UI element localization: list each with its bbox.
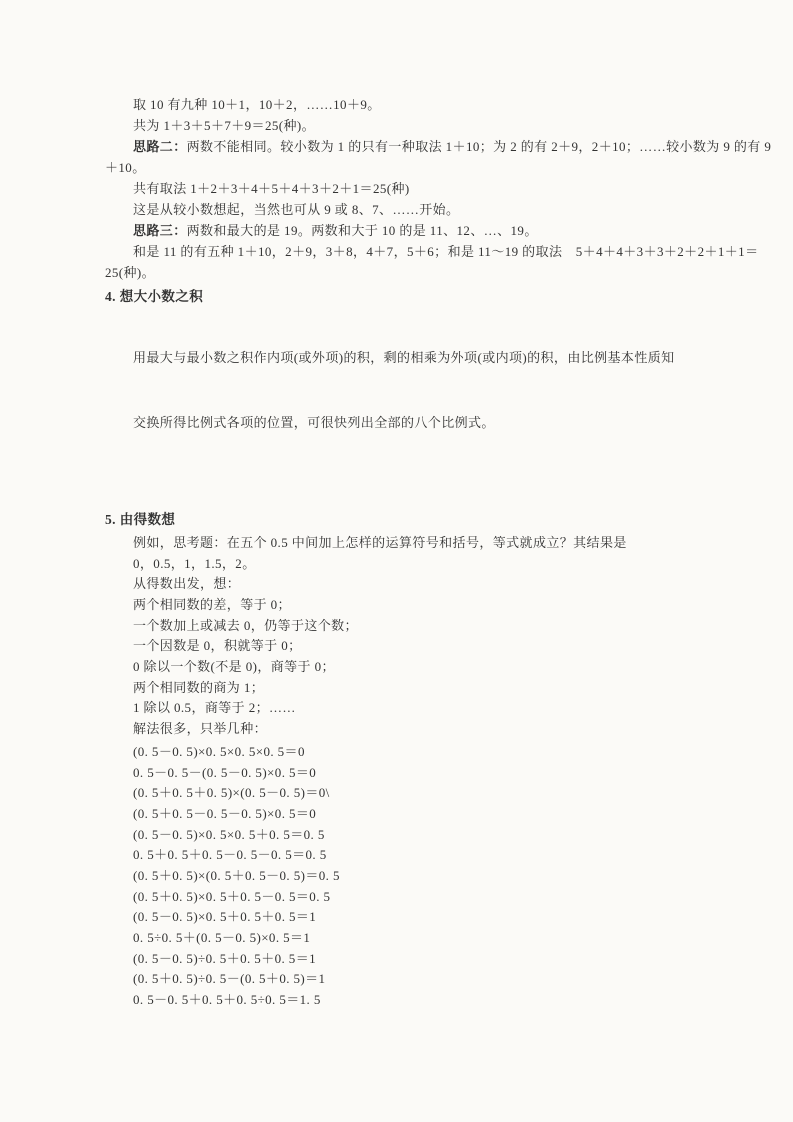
text-line — [133, 136, 771, 157]
equation-line: (0. 5－0. 5)×0. 5×0. 5×0. 5＝0 — [133, 744, 305, 759]
text-line: 0 除以一个数(不是 0)，商等于 0； — [133, 659, 335, 674]
text-line: 一个因数是 0，积就等于 0； — [133, 638, 302, 653]
equation-line: (0. 5－0. 5)÷0. 5＋0. 5＋0. 5＝1 — [133, 951, 316, 966]
text-line: 25(种)。 — [105, 265, 156, 280]
equation-line: (0. 5＋0. 5－0. 5－0. 5)×0. 5＝0 — [133, 806, 317, 821]
section-heading: 5. 由得数想 — [105, 512, 176, 527]
equation-line: 0. 5－0. 5－(0. 5－0. 5)×0. 5＝0 — [133, 765, 317, 780]
equation-line: (0. 5＋0. 5)×(0. 5＋0. 5－0. 5)＝0. 5 — [133, 868, 340, 883]
equation-line: 0. 5－0. 5＋0. 5＋0. 5÷0. 5＝1. 5 — [133, 992, 321, 1007]
equation-line: (0. 5－0. 5)×0. 5＋0. 5＋0. 5＝1 — [133, 909, 317, 924]
text-line: 共有取法 1＋2＋3＋4＋5＋4＋3＋2＋1＝25(种) — [133, 181, 410, 196]
text-line: 0，0.5，1，1.5，2。 — [133, 556, 256, 571]
text-line: 两个相同数的差，等于 0； — [133, 597, 291, 612]
text-line: 一个数加上或减去 0，仍等于这个数； — [133, 618, 358, 633]
text-line: 取 10 有九种 10＋1，10＋2，……10＋9。 — [133, 97, 381, 112]
equation-line: 0. 5＋0. 5＋0. 5－0. 5－0. 5＝0. 5 — [133, 847, 327, 862]
text-line — [133, 220, 538, 241]
text-line: ＋10。 — [105, 160, 146, 175]
text-line: 两个相同数的商为 1； — [133, 680, 265, 695]
equation-line: 0. 5÷0. 5＋(0. 5－0. 5)×0. 5＝1 — [133, 930, 311, 945]
text-line: 用最大与最小数之积作内项(或外项)的积，剩的相乘为外项(或内项)的积，由比例基本性质知 — [133, 350, 675, 365]
equation-line: (0. 5＋0. 5)×0. 5＋0. 5－0. 5＝0. 5 — [133, 889, 331, 904]
equation-line: (0. 5＋0. 5＋0. 5)×(0. 5－0. 5)＝0\ — [133, 785, 330, 800]
text-line: 共为 1＋3＋5＋7＋9＝25(种)。 — [133, 118, 316, 133]
paragraph-lead: 思路二： — [133, 139, 187, 154]
text-line: 和是 11 的有五种 1＋10，2＋9，3＋8，4＋7，5＋6；和是 11～19 的取法 5＋4＋4＋3＋3＋2＋2＋1＋1＝ — [133, 244, 759, 259]
text-line: 解法很多，只举几种： — [133, 721, 268, 736]
section-heading: 4. 想大小数之积 — [105, 289, 204, 304]
text-line: 这是从较小数想起，当然也可从 9 或 8、7、……开始。 — [133, 202, 460, 217]
text-line: 交换所得比例式各项的位置，可很快列出全部的八个比例式。 — [133, 415, 495, 430]
text-line: 从得数出发，想： — [133, 576, 241, 591]
equation-line: (0. 5＋0. 5)÷0. 5－(0. 5＋0. 5)＝1 — [133, 971, 326, 986]
paragraph-text: 两数不能相同。较小数为 1 的只有一种取法 1＋10；为 2 的有 2＋9，2＋10；……较小数为 9 的有 9 — [186, 139, 772, 154]
paragraph-text: 两数和最大的是 19。两数和大于 10 的是 11、12、…、19。 — [186, 223, 538, 238]
text-line: 例如，思考题：在五个 0.5 中间加上怎样的运算符号和括号，等式就成立？其结果是 — [133, 535, 627, 550]
paragraph-lead: 思路三： — [133, 223, 187, 238]
text-line: 1 除以 0.5，商等于 2；…… — [133, 700, 296, 715]
equation-line: (0. 5－0. 5)×0. 5×0. 5＋0. 5＝0. 5 — [133, 827, 325, 842]
